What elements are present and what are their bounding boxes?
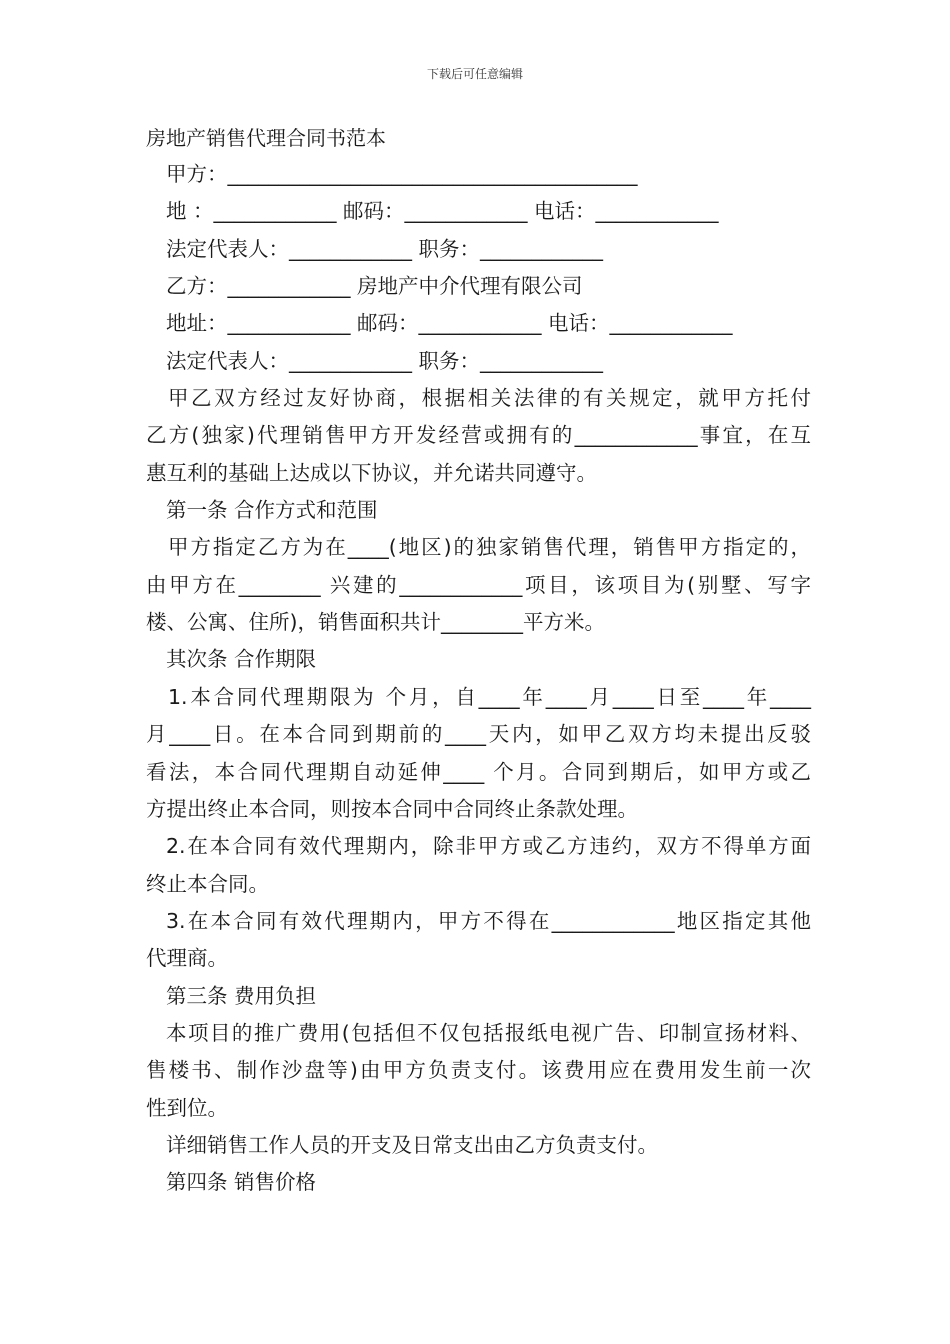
paragraph-line: 1.本合同代理期限为 个月，自____年____月____日至____年____ bbox=[168, 684, 811, 709]
paragraph-line: 楼、公寓、住所)，销售面积共计________平方米。 bbox=[146, 610, 605, 635]
party-a-line: 甲方：________________________________________ bbox=[166, 162, 638, 186]
section-heading: 其次条 合作期限 bbox=[166, 647, 317, 672]
section-heading: 第三条 费用负担 bbox=[166, 983, 317, 1008]
page-header-note: 下载后可任意编辑 bbox=[426, 67, 523, 81]
paragraph-line: 终止本合同。 bbox=[146, 871, 269, 896]
paragraph-line: 月____日。在本合同到期前的____天内，如甲乙双方均未提出反驳 bbox=[146, 722, 811, 747]
section-heading: 第四条 销售价格 bbox=[166, 1170, 317, 1195]
paragraph-line: 由甲方在________ 兴建的____________项目，该项目为(别墅、写字 bbox=[146, 572, 811, 597]
paragraph-line: 乙方(独家)代理销售甲方开发经营或拥有的____________事宜，在互 bbox=[146, 423, 811, 448]
paragraph-line: 甲乙双方经过友好协商，根据相关法律的有关规定，就甲方托付 bbox=[168, 386, 811, 411]
paragraph-line: 性到位。 bbox=[146, 1095, 228, 1120]
party-b-representative-line: 法定代表人：____________ 职务：____________ bbox=[166, 348, 604, 373]
paragraph-line: 2.在本合同有效代理期内，除非甲方或乙方违约，双方不得单方面 bbox=[166, 834, 811, 859]
paragraph-line: 惠互利的基础上达成以下协议，并允诺共同遵守。 bbox=[146, 460, 597, 485]
document-body bbox=[146, 120, 811, 1202]
party-a-address-line: 地 ：____________ 邮码：____________ 电话：____________ bbox=[166, 199, 719, 224]
document-title: 房地产销售代理合同书范本 bbox=[146, 126, 386, 150]
party-b-address-line: 地址：____________ 邮码：____________ 电话：____________ bbox=[166, 311, 733, 336]
paragraph-line: 看法，本合同代理期自动延伸____ 个月。合同到期后，如甲方或乙 bbox=[146, 759, 811, 784]
paragraph-line: 售楼书、制作沙盘等)由甲方负责支付。该费用应在费用发生前一次 bbox=[146, 1058, 811, 1083]
paragraph-line: 详细销售工作人员的开支及日常支出由乙方负责支付。 bbox=[166, 1132, 658, 1157]
section-heading: 第一条 合作方式和范围 bbox=[166, 498, 378, 523]
paragraph-line: 方提出终止本合同，则按本合同中合同终止条款处理。 bbox=[146, 796, 638, 821]
paragraph-line: 代理商。 bbox=[146, 946, 228, 971]
paragraph-line: 本项目的推广费用(包括但不仅包括报纸电视广告、印制宣扬材料、 bbox=[166, 1020, 811, 1045]
party-b-line: 乙方：____________ 房地产中介代理有限公司 bbox=[166, 274, 583, 299]
paragraph-line: 甲方指定乙方为在____(地区)的独家销售代理，销售甲方指定的， bbox=[168, 535, 811, 560]
party-a-representative-line: 法定代表人：____________ 职务：____________ bbox=[166, 236, 604, 261]
paragraph-line: 3.在本合同有效代理期内，甲方不得在____________地区指定其他 bbox=[166, 908, 811, 933]
